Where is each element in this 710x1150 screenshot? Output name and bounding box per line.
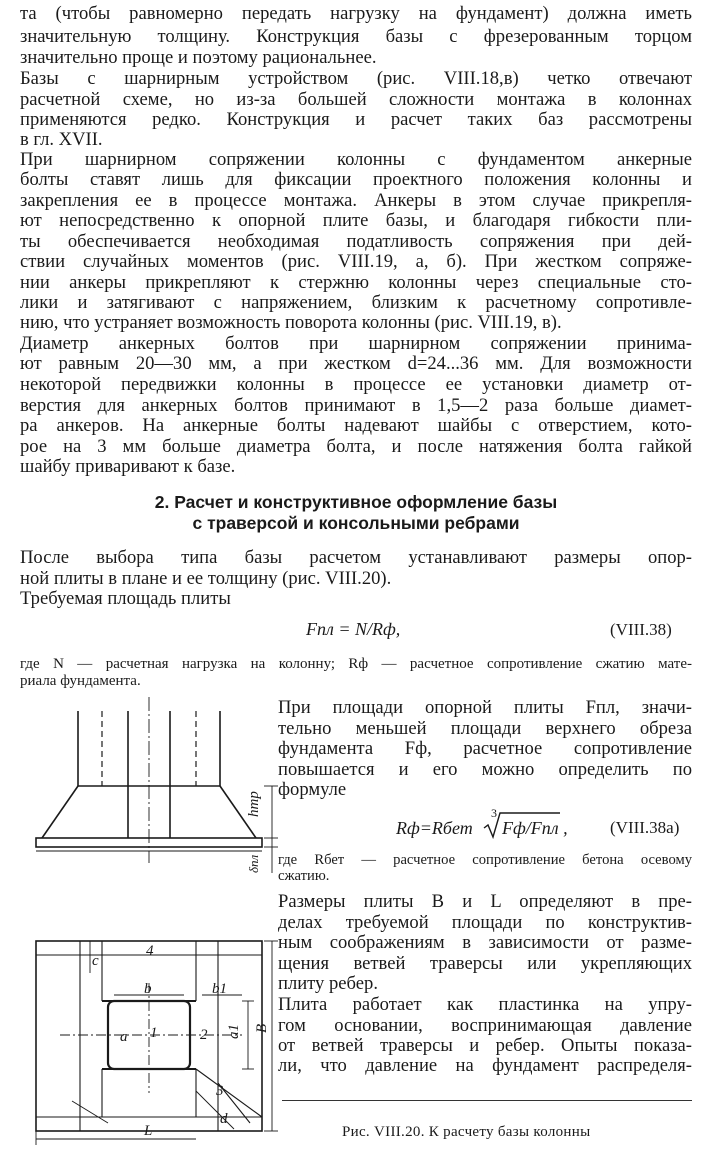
zone-2: 2 <box>200 1027 208 1043</box>
text-line: Диаметр анкерных болтов при шарнирном сопряжении принима- <box>20 334 692 354</box>
text-line: Плита работает как пластинка на упру- <box>278 995 692 1015</box>
text-line: гом основании, воспринимающая давление <box>278 1016 692 1036</box>
text-line: Базы с шарнирным устройством (рис. VIII.18,в) четко отвечают <box>20 69 692 89</box>
text-line: расчетной схеме, но из-за большей сложности монтажа в колоннах <box>20 90 692 110</box>
label-L: L <box>144 1123 153 1139</box>
text-line: тельно меньшей площади верхнего обреза <box>278 719 692 739</box>
formula-lhs: Rф=Rбет <box>396 818 473 838</box>
formula-viii-38: Fпл = N/Rф, <box>306 619 401 639</box>
text-line: в гл. XVII. <box>20 130 103 150</box>
text-line: ствии случайных моментов (рис. VIII.19, а, б). При жестком сопряже- <box>20 252 692 272</box>
text-line: щения ветвей траверсы или укрепляющих <box>278 954 692 974</box>
text-line: повышается и его можно определить по <box>278 760 692 780</box>
label-h-tr: hтр <box>246 791 262 817</box>
figure-caption: Рис. VIII.20. К расчету базы колонны <box>342 1124 591 1140</box>
text-line: ют равным 20—30 мм, а при жестком d=24...36 мм. Для возможности <box>20 354 692 374</box>
section-heading-line: 2. Расчет и конструктивное оформление базы <box>154 492 558 512</box>
text-line: значительно проще и поэтому рациональнее. <box>20 48 377 68</box>
formula-number: (VIII.38а) <box>610 818 680 837</box>
formula-number: (VIII.38) <box>610 620 672 639</box>
text-line: ют непосредственно к опорной плите базы, и благодаря гибкости пли- <box>20 211 692 231</box>
label-b1: b1 <box>212 981 227 997</box>
label-a1: a1 <box>226 1024 242 1039</box>
text-line: ра анкеров. На анкерные болты надевают шайбы с отверстием, кото- <box>20 416 692 436</box>
text-line: та (чтобы равномерно передать нагрузку на фундамент) должна иметь <box>20 4 692 24</box>
figure-column-base <box>20 683 282 1145</box>
text-line: лики и затягивают с напряжением, близким к расчетному сопротивле- <box>20 293 692 313</box>
text-line: плиту ребер. <box>278 974 378 994</box>
text-line: ной плиты в плане и ее толщину (рис. VIII.20). <box>20 569 392 589</box>
text-line: нию, что устраняет возможность поворота колонны (рис. VIII.19, в). <box>20 313 562 333</box>
note-line: где Rбет — расчетное сопротивление бетона осевому <box>278 852 692 868</box>
text-line: При шарнирном сопряжении колонны с фундаментом анкерные <box>20 150 692 170</box>
text-line: При площади опорной плиты Fпл, значи- <box>278 698 692 718</box>
root-index: 3 <box>491 806 497 820</box>
text-line: нии анкеры прикрепляют к стержню колонны через специальные сто- <box>20 273 692 293</box>
zone-3: 3 <box>216 1083 224 1099</box>
note-line: риала фундамента. <box>20 673 141 689</box>
text-line: значительную толщину. Конструкция базы с фрезерованным торцом <box>20 27 692 47</box>
text-line: После выбора типа базы расчетом устанавливают размеры опор- <box>20 548 692 568</box>
text-line: применяются редко. Конструкция и расчет таких баз рассмотрены <box>20 110 692 130</box>
text-line: ли, что давление на фундамент распределя- <box>278 1056 692 1076</box>
caption-rule <box>282 1100 692 1101</box>
formula-radicand: Fф/Fпл , <box>502 818 568 838</box>
text-line: Размеры плиты B и L определяют в пре- <box>278 892 692 912</box>
text-line: болты ставят лишь для фиксации проектного положения колонны и <box>20 170 692 190</box>
text-line: верстия для анкерных болтов принимают в 1,5—2 раза больше диамет- <box>20 396 692 416</box>
label-c: c <box>92 953 99 969</box>
label-d: d <box>220 1111 228 1127</box>
note-line: сжатию. <box>278 868 330 884</box>
section-heading-line: с траверсой и консольными ребрами <box>192 513 520 533</box>
zone-4: 4 <box>146 943 154 959</box>
zone-1: 1 <box>150 1025 158 1041</box>
text-line: формуле <box>278 780 347 800</box>
text-line: рое на 3 мм больше диаметра болта, и после натяжения болта гайкой <box>20 437 692 457</box>
label-B: B <box>254 1023 270 1033</box>
text-line: закрепления ее в процессе монтажа. Анкеры в этом случае прикрепля- <box>20 191 692 211</box>
text-line: шайбу приваривают к базе. <box>20 457 236 477</box>
note-line: где N — расчетная нагрузка на колонну; Rф — расчетное сопротивление сжатию мате- <box>20 656 692 672</box>
label-b: b <box>144 981 152 997</box>
text-line: Требуемая площадь плиты <box>20 589 231 609</box>
text-line: некоторой передвижки колонны в процессе ее установки диаметр от- <box>20 375 692 395</box>
text-line: ным соображениям в зависимости от разме- <box>278 933 692 953</box>
page <box>20 0 692 1150</box>
text-line: делах требуемой площади по конструктив- <box>278 913 692 933</box>
label-delta-pl: δпл <box>246 854 261 873</box>
text-line: ты обеспечивается необходимая податливость сопряжения при дей- <box>20 232 692 252</box>
label-a: a <box>120 1029 128 1045</box>
text-line: от ветвей траверсы и ребер. Опыты показа- <box>278 1036 692 1056</box>
text-line: фундамента Fф, расчетное сопротивление <box>278 739 692 759</box>
